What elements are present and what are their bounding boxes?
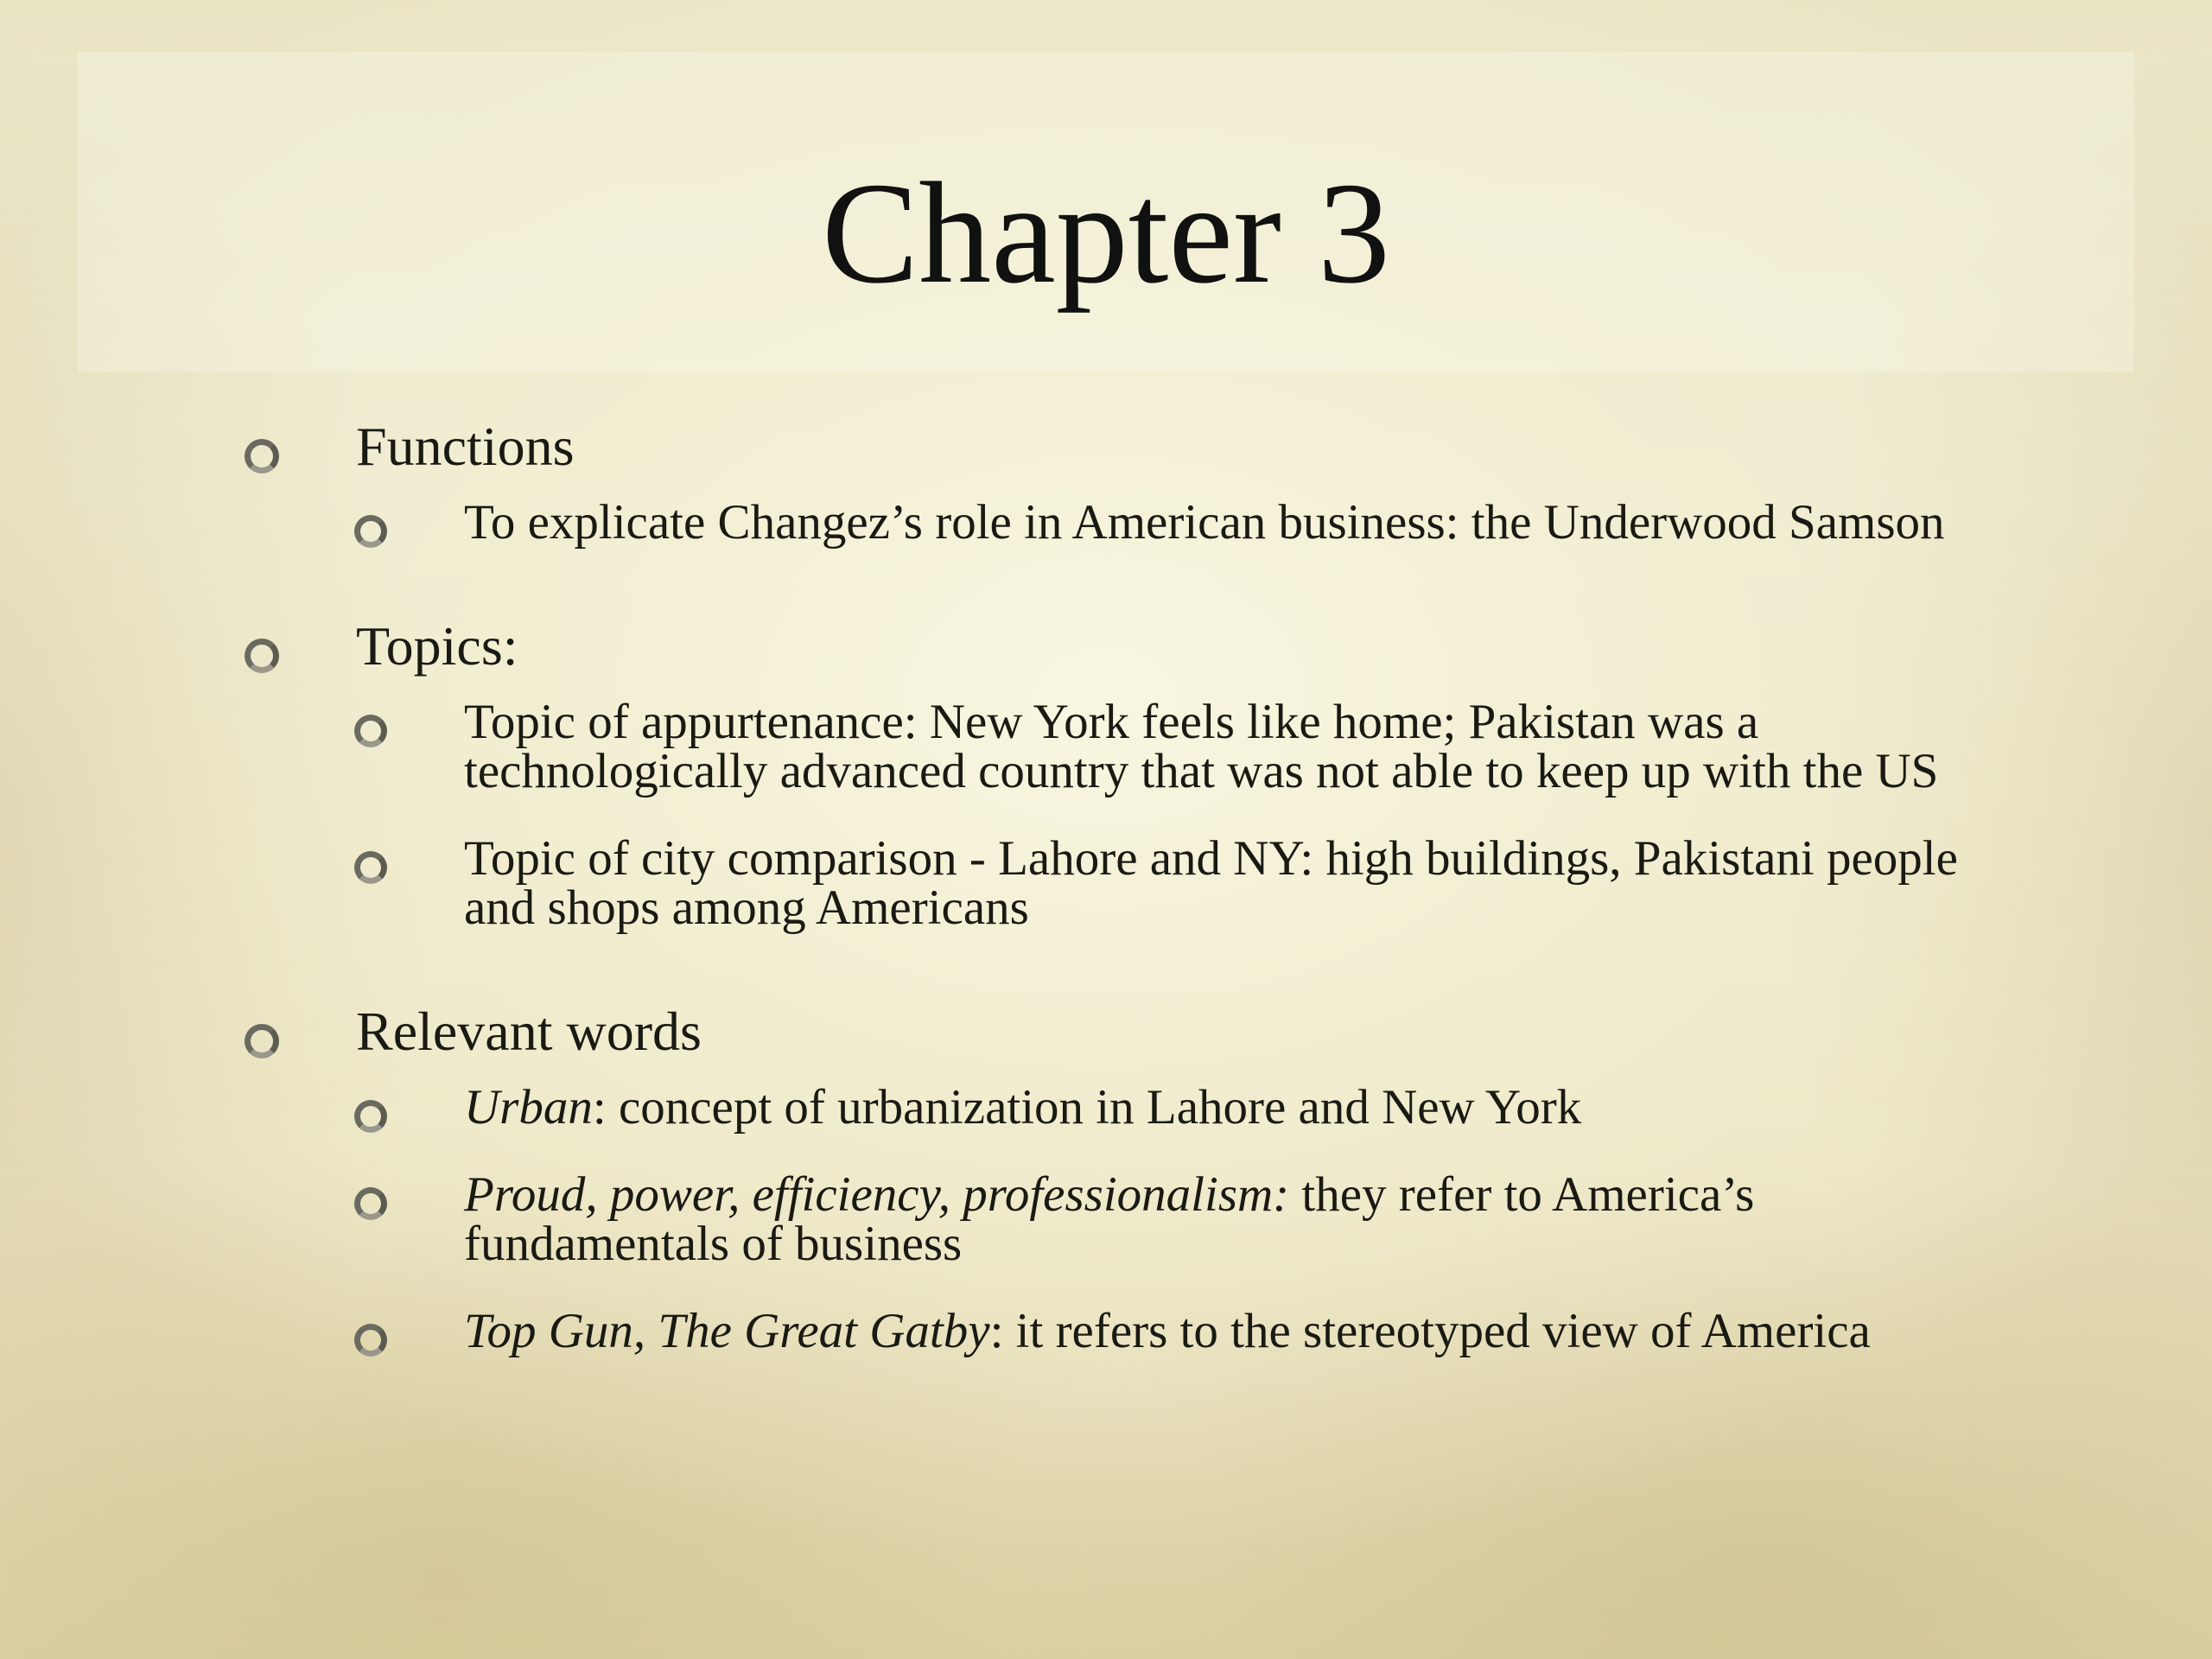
- bullet-relevant-words: [238, 1000, 1974, 1064]
- circle-bullet-icon: [354, 1187, 387, 1220]
- slide-title: Chapter 3: [822, 153, 1390, 314]
- sub-bullet-text: : it refers to the stereotyped view of America: [989, 1304, 1871, 1358]
- sub-bullet: [238, 1080, 1974, 1135]
- circle-bullet-icon: [354, 1100, 387, 1133]
- sub-bullet-text: Topic of appurtenance: New York feels like home; Pakistan was a technologically advanced country that was not able to keep up with the US: [464, 695, 1939, 798]
- section-heading: Functions: [356, 416, 575, 477]
- bullet-functions: [238, 415, 1974, 479]
- circle-bullet-icon: [354, 851, 387, 884]
- sub-bullet-italic: Top Gun, The Great Gatby: [464, 1304, 990, 1358]
- sub-bullet: [238, 697, 1974, 796]
- circle-bullet-icon: [245, 1024, 279, 1058]
- slide-body: [238, 415, 1974, 1356]
- sub-bullet-italic: Proud, power, efficiency, professionalism:: [464, 1167, 1290, 1222]
- sub-bullet-italic: Urban: [464, 1080, 593, 1135]
- sub-bullet: [238, 1306, 1974, 1356]
- sub-bullet: [238, 831, 1974, 935]
- bullet-topics: [238, 614, 1974, 678]
- sub-bullet: [238, 1167, 1974, 1271]
- sub-bullet-text: To explicate Changez’s role in American business: the Underwood Samson: [464, 495, 1945, 550]
- sub-bullet-text: : concept of urbanization in Lahore and New York: [592, 1080, 1582, 1135]
- circle-bullet-icon: [354, 515, 387, 548]
- sub-bullet: [238, 495, 1974, 550]
- sub-bullet-text: Topic of city comparison - Lahore and NY: high buildings, Pakistani people and shops among Americans: [464, 831, 1958, 935]
- circle-bullet-icon: [354, 1324, 387, 1357]
- section-heading: Relevant words: [356, 1001, 702, 1062]
- circle-bullet-icon: [245, 439, 279, 474]
- sub-bullet-text: they refer to America’s fundamentals of business: [464, 1167, 1755, 1271]
- section-heading: Topics:: [356, 615, 518, 677]
- circle-bullet-icon: [245, 639, 279, 673]
- circle-bullet-icon: [354, 715, 387, 747]
